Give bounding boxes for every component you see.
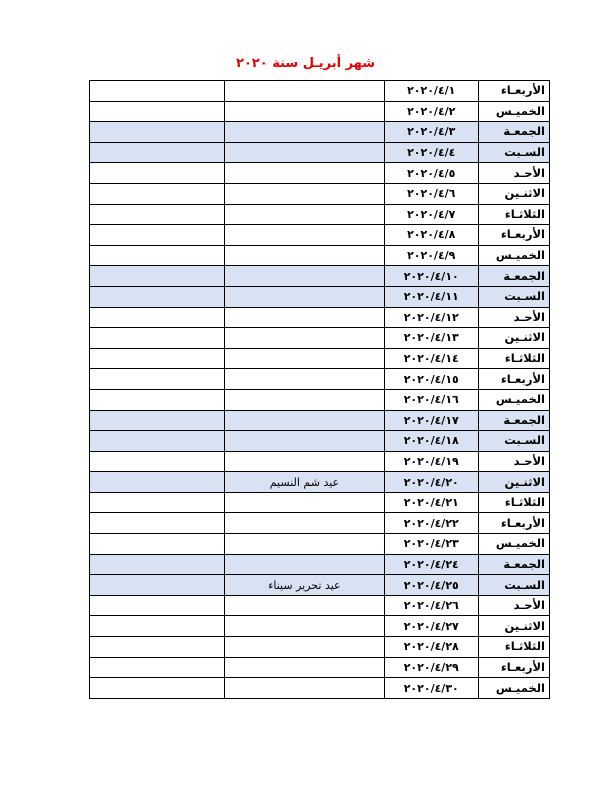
table-row [90,163,550,184]
date-cell: ٢٠٢٠/٤/١٨ [384,431,478,452]
table-row [90,431,550,452]
date-cell: ٢٠٢٠/٤/٤ [384,142,478,163]
blank-cell [90,245,225,266]
blank-cell [90,595,225,616]
table-row [90,204,550,225]
date-cell: ٢٠٢٠/٤/١٣ [384,328,478,349]
date-cell: ٢٠٢٠/٤/٢٢ [384,513,478,534]
table-row [90,657,550,678]
blank-cell [90,637,225,658]
blank-cell [90,183,225,204]
day-name-cell: الخميـس [478,101,549,122]
date-cell: ٢٠٢٠/٤/١٧ [384,410,478,431]
blank-cell [90,657,225,678]
table-row [90,616,550,637]
holiday-note-cell [224,183,384,204]
day-name-cell: الجمعـة [478,410,549,431]
holiday-note-cell [224,204,384,225]
blank-cell [90,472,225,493]
table-row [90,534,550,555]
holiday-note-cell [224,637,384,658]
date-cell: ٢٠٢٠/٤/٢٠ [384,472,478,493]
table-row [90,472,550,493]
holiday-note-cell [224,245,384,266]
blank-cell [90,369,225,390]
table-row [90,307,550,328]
day-name-cell: الأربعـاء [478,657,549,678]
date-cell: ٢٠٢٠/٤/١٠ [384,266,478,287]
date-cell: ٢٠٢٠/٤/٢٥ [384,575,478,596]
page-title: شهر أبريـل سنة ٢٠٢٠ [235,56,376,71]
holiday-note-cell [224,678,384,699]
table-row [90,369,550,390]
table-row [90,183,550,204]
holiday-note-cell: عيد تحرير سيناء [224,575,384,596]
blank-cell [90,225,225,246]
table-row [90,225,550,246]
holiday-note-cell [224,657,384,678]
date-cell: ٢٠٢٠/٤/٢١ [384,492,478,513]
blank-cell [90,142,225,163]
table-row [90,554,550,575]
table-row [90,513,550,534]
day-name-cell: السـبت [478,575,549,596]
blank-cell [90,410,225,431]
holiday-note-cell [224,492,384,513]
day-name-cell: الأربعـاء [478,81,549,102]
day-name-cell: الأحـد [478,595,549,616]
day-name-cell: الخميـس [478,245,549,266]
blank-cell [90,286,225,307]
blank-cell [90,492,225,513]
blank-cell [90,616,225,637]
date-cell: ٢٠٢٠/٤/١٩ [384,451,478,472]
day-name-cell: الجمعـة [478,266,549,287]
date-cell: ٢٠٢٠/٤/١٥ [384,369,478,390]
day-name-cell: الاثنـين [478,472,549,493]
table-row [90,81,550,102]
day-name-cell: الخميـس [478,678,549,699]
blank-cell [90,678,225,699]
day-name-cell: الثلاثـاء [478,348,549,369]
table-row [90,245,550,266]
holiday-note-cell [224,225,384,246]
blank-cell [90,81,225,102]
holiday-note-cell [224,431,384,452]
table-row [90,595,550,616]
holiday-note-cell [224,410,384,431]
date-cell: ٢٠٢٠/٤/٢٤ [384,554,478,575]
day-name-cell: الاثنـين [478,616,549,637]
holiday-note-cell [224,266,384,287]
blank-cell [90,575,225,596]
date-cell: ٢٠٢٠/٤/١٤ [384,348,478,369]
holiday-note-cell [224,513,384,534]
holiday-note-cell [224,328,384,349]
day-name-cell: الأحـد [478,163,549,184]
blank-cell [90,451,225,472]
holiday-note-cell [224,142,384,163]
holiday-note-cell [224,389,384,410]
holiday-note-cell [224,348,384,369]
date-cell: ٢٠٢٠/٤/٢٨ [384,637,478,658]
blank-cell [90,431,225,452]
table-row [90,142,550,163]
day-name-cell: الاثنـين [478,183,549,204]
holiday-note-cell [224,286,384,307]
calendar-body [90,81,550,699]
table-row [90,389,550,410]
holiday-note-cell [224,122,384,143]
day-name-cell: الأربعـاء [478,513,549,534]
day-name-cell: السـبت [478,142,549,163]
date-cell: ٢٠٢٠/٤/٩ [384,245,478,266]
day-name-cell: الثلاثـاء [478,492,549,513]
holiday-note-cell [224,369,384,390]
blank-cell [90,101,225,122]
blank-cell [90,204,225,225]
table-row [90,122,550,143]
blank-cell [90,328,225,349]
date-cell: ٢٠٢٠/٤/٢٩ [384,657,478,678]
date-cell: ٢٠٢٠/٤/١١ [384,286,478,307]
holiday-note-cell [224,554,384,575]
day-name-cell: السـبت [478,431,549,452]
blank-cell [90,348,225,369]
table-row [90,678,550,699]
day-name-cell: السـبت [478,286,549,307]
table-row [90,410,550,431]
table-row [90,637,550,658]
blank-cell [90,513,225,534]
calendar-table [89,80,550,699]
date-cell: ٢٠٢٠/٤/٦ [384,183,478,204]
blank-cell [90,534,225,555]
table-row [90,266,550,287]
date-cell: ٢٠٢٠/٤/٧ [384,204,478,225]
blank-cell [90,266,225,287]
date-cell: ٢٠٢٠/٤/٨ [384,225,478,246]
day-name-cell: الأحـد [478,451,549,472]
blank-cell [90,122,225,143]
date-cell: ٢٠٢٠/٤/٢٦ [384,595,478,616]
holiday-note-cell [224,81,384,102]
day-name-cell: الثلاثـاء [478,204,549,225]
table-row [90,348,550,369]
table-row [90,286,550,307]
holiday-note-cell [224,451,384,472]
holiday-note-cell [224,534,384,555]
date-cell: ٢٠٢٠/٤/٣٠ [384,678,478,699]
blank-cell [90,163,225,184]
table-row [90,575,550,596]
date-cell: ٢٠٢٠/٤/٢٣ [384,534,478,555]
table-row [90,328,550,349]
table-row [90,451,550,472]
day-name-cell: الأربعـاء [478,369,549,390]
holiday-note-cell [224,595,384,616]
blank-cell [90,389,225,410]
day-name-cell: الخميـس [478,389,549,410]
blank-cell [90,307,225,328]
day-name-cell: الاثنـين [478,328,549,349]
date-cell: ٢٠٢٠/٤/١ [384,81,478,102]
table-row [90,101,550,122]
date-cell: ٢٠٢٠/٤/١٢ [384,307,478,328]
date-cell: ٢٠٢٠/٤/٢٧ [384,616,478,637]
date-cell: ٢٠٢٠/٤/٥ [384,163,478,184]
holiday-note-cell [224,101,384,122]
holiday-note-cell [224,616,384,637]
table-row [90,492,550,513]
blank-cell [90,554,225,575]
holiday-note-cell: عيد شم النسيم [224,472,384,493]
day-name-cell: الأحـد [478,307,549,328]
date-cell: ٢٠٢٠/٤/٢ [384,101,478,122]
day-name-cell: الجمعـة [478,122,549,143]
day-name-cell: الأربعـاء [478,225,549,246]
date-cell: ٢٠٢٠/٤/١٦ [384,389,478,410]
date-cell: ٢٠٢٠/٤/٣ [384,122,478,143]
holiday-note-cell [224,307,384,328]
day-name-cell: الجمعـة [478,554,549,575]
holiday-note-cell [224,163,384,184]
day-name-cell: الثلاثـاء [478,637,549,658]
day-name-cell: الخميـس [478,534,549,555]
